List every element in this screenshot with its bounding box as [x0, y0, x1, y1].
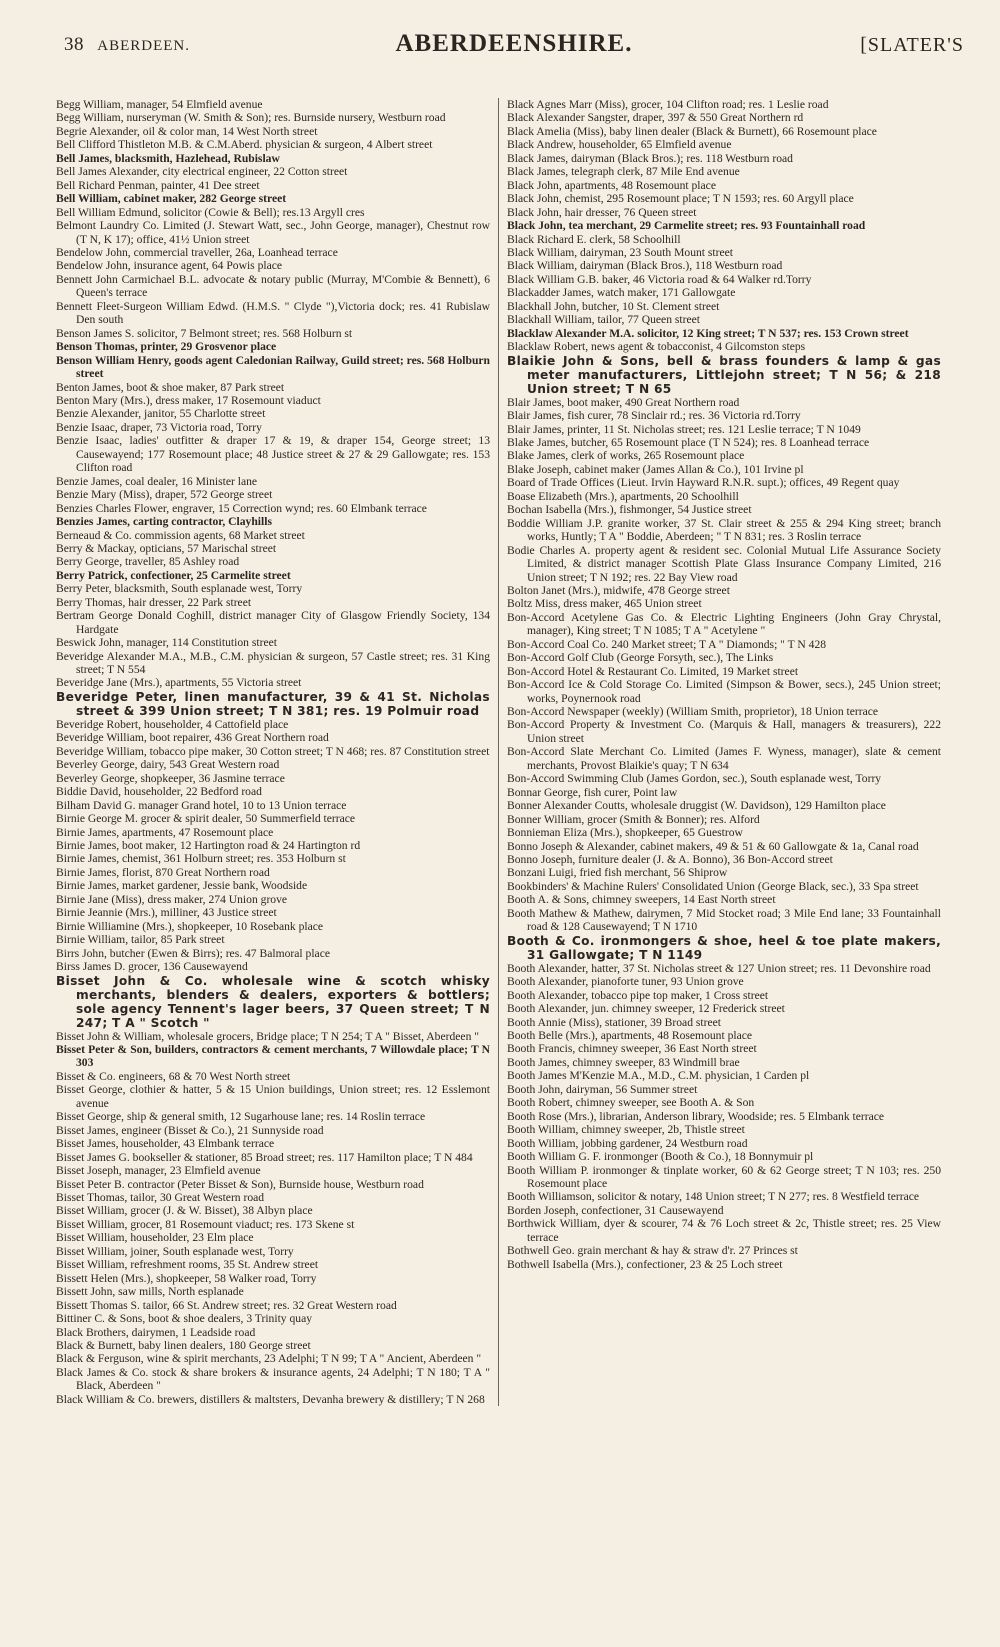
directory-entry: Black Brothers, dairymen, 1 Leadside road — [56, 1325, 256, 1339]
directory-entry: Bisset Peter B. contractor (Peter Bisset & Son), Burnside house, Westburn road — [56, 1177, 424, 1191]
directory-entry: Blackhall John, butcher, 10 St. Clement street — [507, 299, 720, 313]
directory-entry: Blair James, fish curer, 78 Sinclair rd.; res. 36 Victoria rd.Torry — [507, 409, 801, 423]
directory-entry: Borthwick William, dyer & scourer, 74 & 76 Loch street & 2c, Thistle street; res. 25 View terrace — [507, 1217, 941, 1244]
directory-entry: Black William, dairyman, 23 South Mount street — [507, 245, 734, 259]
directory-entry: Birnie George M. grocer & spirit dealer, 50 Summerfield terrace — [56, 812, 356, 826]
directory-entry: Benzie James, coal dealer, 16 Minister lane — [56, 474, 258, 488]
directory-entry: Bon-Accord Slate Merchant Co. Limited (James F. Wyness, manager), slate & cement merchants, Provost Blaikie's quay; T N 634 — [507, 745, 941, 772]
directory-entry: Black James, dairyman (Black Bros.); res. 118 Westburn road — [507, 151, 793, 165]
directory-entry: Birnie James, chemist, 361 Holburn street; res. 353 Holburn st — [56, 852, 346, 866]
directory-entry: Bon-Accord Hotel & Restaurant Co. Limited, 19 Market street — [507, 664, 799, 678]
directory-entry: Birss James D. grocer, 136 Causewayend — [56, 960, 248, 974]
directory-entry: Blake James, butcher, 65 Rosemount place (T N 524); res. 8 Loanhead terrace — [507, 435, 870, 449]
page-header — [56, 30, 972, 64]
directory-entry: Blacklaw Alexander M.A. solicitor, 12 King street; T N 537; res. 153 Crown street — [507, 326, 909, 340]
directory-entry: Berry Peter, blacksmith, South esplanade west, Torry — [56, 582, 303, 596]
left-column — [56, 98, 498, 1406]
directory-entry: Birnie Jane (Miss), dress maker, 274 Union grove — [56, 892, 288, 906]
directory-entry: Bell James, blacksmith, Hazlehead, Rubislaw — [56, 151, 280, 165]
directory-entry: Bon-Accord Ice & Cold Storage Co. Limited (Simpson & Bower, secs.), 245 Union street; works, Poynernook road — [507, 678, 941, 705]
directory-entry: Black Agnes Marr (Miss), grocer, 104 Clifton road; res. 1 Leslie road — [507, 98, 829, 111]
directory-entry: Bisset William, refreshment rooms, 35 St. Andrew street — [56, 1258, 319, 1272]
directory-entry: Bell Richard Penman, painter, 41 Dee street — [56, 178, 260, 192]
directory-entry: Beveridge William, boot repairer, 436 Great Northern road — [56, 731, 329, 745]
directory-entry: Birnie James, florist, 870 Great Northern road — [56, 865, 270, 879]
directory-entry: Booth William G. F. ironmonger (Booth & Co.), 18 Bonnymuir pl — [507, 1150, 814, 1164]
directory-entry: Bonzani Luigi, fried fish merchant, 56 Shiprow — [507, 866, 728, 880]
directory-entry: Bochan Isabella (Mrs.), fishmonger, 54 Justice street — [507, 503, 752, 517]
directory-entry: Bertram George Donald Coghill, district manager City of Glasgow Friendly Society, 134 Hardgate — [56, 609, 490, 636]
directory-entry: Birnie Williamine (Mrs.), shopkeeper, 10 Rosebank place — [56, 919, 324, 933]
directory-entry: Bonner William, grocer (Smith & Bonner); res. Alford — [507, 812, 760, 826]
directory-entry: Booth Alexander, tobacco pipe top maker, 1 Cross street — [507, 988, 769, 1002]
directory-entry: Black William & Co. brewers, distillers & maltsters, Devanha brewery & distillery; T N 268 — [56, 1392, 485, 1406]
directory-entry: Bisset Peter & Son, builders, contractors & cement merchants, 7 Willowdale place; T N 303 — [56, 1043, 490, 1070]
directory-entry: Bon-Accord Golf Club (George Forsyth, sec.), The Links — [507, 651, 774, 665]
publisher-name: [SLATER'S — [860, 34, 964, 56]
directory-entry: Birnie James, apartments, 47 Rosemount place — [56, 825, 274, 839]
directory-entry: Booth William, jobbing gardener, 24 Westburn road — [507, 1136, 748, 1150]
directory-entry: Benzies James, carting contractor, Clayhills — [56, 515, 272, 529]
directory-columns — [56, 98, 972, 1406]
directory-entry: Black & Burnett, baby linen dealers, 180 George street — [56, 1338, 311, 1352]
directory-entry: Blair James, boot maker, 490 Great Northern road — [507, 395, 740, 409]
directory-entry: Birnie James, boot maker, 12 Hartington road & 24 Hartington rd — [56, 839, 361, 853]
directory-entry: Beveridge Alexander M.A., M.B., C.M. physician & surgeon, 57 Castle street; res. 31 King street; T N 554 — [56, 649, 490, 677]
directory-entry: Black John, chemist, 295 Rosemount place; T N 1593; res. 60 Argyll place — [507, 192, 854, 206]
directory-entry: Boase Elizabeth (Mrs.), apartments, 20 Schoolhill — [507, 489, 739, 503]
directory-entry: Bisset James, engineer (Bisset & Co.), 21 Sunnyside road — [56, 1123, 324, 1137]
directory-entry: Booth Alexander, jun. chimney sweeper, 12 Frederick street — [507, 1002, 785, 1016]
directory-entry: Booth Alexander, pianoforte tuner, 93 Union grove — [507, 975, 744, 989]
directory-entry: Bon-Accord Newspaper (weekly) (William Smith, proprietor), 18 Union terrace — [507, 705, 879, 719]
directory-entry: Booth Belle (Mrs.), apartments, 48 Rosemount place — [507, 1029, 753, 1042]
directory-entry: Benzie Isaac, draper, 73 Victoria road, Torry — [56, 420, 262, 434]
directory-entry: Beverley George, shopkeeper, 36 Jasmine terrace — [56, 771, 285, 785]
header-place: ABERDEEN. — [97, 38, 190, 54]
page-title: ABERDEENSHIRE. — [395, 30, 633, 57]
directory-entry: Begg William, nurseryman (W. Smith & Son); res. Burnside nursery, Westburn road — [56, 111, 446, 125]
directory-entry: Bisset George, clothier & hatter, 5 & 15 Union buildings, Union street; res. 12 Esslemont avenue — [56, 1083, 490, 1110]
directory-entry: Begrie Alexander, oil & color man, 14 West North street — [56, 124, 318, 138]
directory-entry: Blaikie John & Sons, bell & brass founders & lamp & gas meter manufacturers, Littlejohn street; T N 56; & 218 Union street; T N 65 — [507, 353, 941, 396]
directory-entry: Blair James, printer, 11 St. Nicholas street; res. 121 Leslie terrace; T N 1049 — [507, 422, 861, 436]
directory-entry: Benson Thomas, printer, 29 Grosvenor place — [56, 340, 277, 354]
directory-entry: Bisset & Co. engineers, 68 & 70 West North street — [56, 1069, 291, 1083]
directory-entry: Bisset James, householder, 43 Elmbank terrace — [56, 1137, 275, 1151]
directory-entry: Bisset William, grocer, 81 Rosemount viaduct; res. 173 Skene st — [56, 1217, 355, 1231]
directory-entry: Birnie Jeannie (Mrs.), milliner, 43 Justice street — [56, 906, 277, 920]
directory-entry: Beveridge William, tobacco pipe maker, 30 Cotton street; T N 468; res. 87 Constitution street — [56, 744, 490, 758]
directory-entry: Bell James Alexander, city electrical engineer, 22 Cotton street — [56, 165, 348, 179]
directory-entry: Birrs John, butcher (Ewen & Birrs); res. 47 Balmoral place — [56, 946, 330, 960]
directory-entry: Bothwell Isabella (Mrs.), confectioner, 23 & 25 Loch street — [507, 1257, 783, 1271]
directory-entry: Bennett Fleet-Surgeon William Edwd. (H.M.S. " Clyde "),Victoria dock; res. 41 Rubislaw Den south — [56, 299, 490, 327]
directory-entry: Beveridge Jane (Mrs.), apartments, 55 Victoria street — [56, 676, 302, 690]
directory-entry: Berry & Mackay, opticians, 57 Marischal street — [56, 541, 277, 555]
directory-entry: Benton James, boot & shoe maker, 87 Park street — [56, 380, 285, 394]
directory-entry: Blake James, clerk of works, 265 Rosemount place — [507, 449, 745, 463]
directory-entry: Bisset William, householder, 23 Elm place — [56, 1231, 254, 1245]
directory-entry: Bonnar George, fish curer, Point law — [507, 785, 678, 799]
directory-entry: Black James & Co. stock & share brokers & insurance agents, 24 Adelphi; T N 180; T A " Black, Aberdeen " — [56, 1365, 490, 1393]
directory-entry: Booth William, chimney sweeper, 2b, Thistle street — [507, 1123, 745, 1137]
directory-entry: Bonnieman Eliza (Mrs.), shopkeeper, 65 Guestrow — [507, 826, 743, 840]
directory-entry: Bell Clifford Thistleton M.B. & C.M.Aberd. physician & surgeon, 4 Albert street — [56, 138, 433, 152]
directory-entry: Bendelow John, insurance agent, 64 Powis place — [56, 259, 283, 273]
directory-entry: Bonno Joseph, furniture dealer (J. & A. Bonno), 36 Bon-Accord street — [507, 853, 833, 867]
directory-entry: Bonner Alexander Coutts, wholesale druggist (W. Davidson), 129 Hamilton place — [507, 799, 886, 813]
directory-entry: Booth Williamson, solicitor & notary, 148 Union street; T N 277; res. 8 Westfield terrace — [507, 1190, 920, 1204]
directory-entry: Booth Alexander, hatter, 37 St. Nicholas street & 127 Union street; res. 11 Devonshire road — [507, 961, 931, 975]
directory-entry: Beveridge Robert, householder, 4 Cattofield place — [56, 717, 289, 731]
directory-entry: Black John, hair dresser, 76 Queen street — [507, 205, 697, 219]
directory-entry: Berry Thomas, hair dresser, 22 Park street — [56, 595, 252, 609]
directory-entry: Berry Patrick, confectioner, 25 Carmelite street — [56, 568, 291, 582]
directory-entry: Birnie William, tailor, 85 Park street — [56, 933, 225, 947]
directory-entry: Boltz Miss, dress maker, 465 Union street — [507, 597, 702, 611]
directory-entry: Booth Robert, chimney sweeper, see Booth A. & Son — [507, 1096, 755, 1110]
directory-entry: Begg William, manager, 54 Elmfield avenue — [56, 98, 263, 111]
directory-entry: Black William, dairyman (Black Bros.), 118 Westburn road — [507, 259, 783, 273]
directory-entry: Beverley George, dairy, 543 Great Western road — [56, 758, 280, 772]
directory-entry: Belmont Laundry Co. Limited (J. Stewart Watt, sec., John George, manager), Chestnut row (T N, K 17); office, 41½ Union street — [56, 219, 490, 246]
directory-entry: Beswick John, manager, 114 Constitution street — [56, 636, 277, 650]
directory-entry: Bon-Accord Coal Co. 240 Market street; T A " Diamonds; " T N 428 — [507, 637, 827, 651]
directory-entry: Biddie David, householder, 22 Bedford road — [56, 785, 262, 799]
directory-entry: Bon-Accord Property & Investment Co. (Marquis & Hall, managers & treasurers), 222 Union street — [507, 718, 941, 745]
directory-entry: Berry George, traveller, 85 Ashley road — [56, 555, 240, 569]
directory-entry: Booth James, chimney sweeper, 83 Windmill brae — [507, 1055, 740, 1069]
directory-entry: Beveridge Peter, linen manufacturer, 39 & 41 St. Nicholas street & 399 Union street; T N 381; res. 19 Polmuir road — [56, 689, 490, 718]
directory-entry: Bisset John & William, wholesale grocers, Bridge place; T N 254; T A " Bisset, Aberdeen " — [56, 1029, 479, 1043]
directory-entry: Booth Rose (Mrs.), librarian, Anderson library, Woodside; res. 5 Elmbank terrace — [507, 1109, 885, 1123]
directory-entry: Bolton Janet (Mrs.), midwife, 478 George street — [507, 583, 730, 597]
directory-entry: Bennett John Carmichael B.L. advocate & notary public (Murray, M'Combie & Bennett), 6 Queen's terrace — [56, 272, 490, 300]
directory-entry: Borden Joseph, confectioner, 31 Causewayend — [507, 1203, 724, 1217]
directory-entry: Blackhall William, tailor, 77 Queen street — [507, 313, 700, 327]
directory-entry: Bisset John & Co. wholesale wine & scotch whisky merchants, blenders & dealers, exporters & bottlers; sole agency Tennent's lager beers, 37 Queen street; T N 247; T A " Scotch " — [56, 973, 490, 1030]
directory-entry: Bendelow John, commercial traveller, 26a, Loanhead terrace — [56, 245, 338, 259]
directory-entry: Bisset George, ship & general smith, 12 Sugarhouse lane; res. 14 Roslin terrace — [56, 1110, 426, 1124]
directory-entry: Bell William Edmund, solicitor (Cowie & Bell); res.13 Argyll cres — [56, 205, 365, 219]
page-number: 38 — [64, 34, 84, 55]
directory-entry: Board of Trade Offices (Lieut. Irvin Hayward R.N.R. supt.); offices, 49 Regent quay — [507, 476, 900, 490]
directory-entry: Booth Mathew & Mathew, dairymen, 7 Mid Stocket road; 3 Mile End lane; 33 Fountainhall road & 128 Causewayend; T N 1710 — [507, 906, 941, 934]
directory-entry: Bon-Accord Acetylene Gas Co. & Electric Lighting Engineers (John Gray Chrystal, manager), King street; T N 1085; T A " Acetylene " — [507, 610, 941, 638]
directory-entry: Bisset Thomas, tailor, 30 Great Western road — [56, 1190, 265, 1204]
directory-entry: Black William G.B. baker, 46 Victoria road & 64 Walker rd.Torry — [507, 272, 812, 286]
directory-entry: Bookbinders' & Machine Rulers' Consolidated Union (George Black, sec.), 33 Spa street — [507, 879, 919, 893]
directory-entry: Booth John, dairyman, 56 Summer street — [507, 1082, 698, 1096]
directory-entry: Booth A. & Sons, chimney sweepers, 14 East North street — [507, 893, 776, 907]
directory-entry: Benton Mary (Mrs.), dress maker, 17 Rosemount viaduct — [56, 393, 321, 407]
directory-entry: Blackadder James, watch maker, 171 Gallowgate — [507, 286, 736, 300]
directory-entry: Berneaud & Co. commission agents, 68 Market street — [56, 528, 305, 542]
directory-entry: Bisset James G. bookseller & stationer, 85 Broad street; res. 117 Hamilton place; T N 484 — [56, 1150, 473, 1164]
right-column — [498, 98, 941, 1406]
directory-entry: Benson William Henry, goods agent Caledonian Railway, Guild street; res. 568 Holburn street — [56, 353, 490, 381]
directory-entry: Bon-Accord Swimming Club (James Gordon, sec.), South esplanade west, Torry — [507, 772, 882, 786]
directory-entry: Benzie Isaac, ladies' outfitter & draper 17 & 19, & draper 154, George street; 13 Causewayend; 177 Rosemount place; 48 Justice street & 27 & 29 Gallowgate; res. 153 Clifton road — [56, 434, 490, 475]
directory-entry: Benzie Mary (Miss), draper, 572 George street — [56, 488, 273, 502]
directory-entry: Bissett Thomas S. tailor, 66 St. Andrew street; res. 32 Great Western road — [56, 1298, 397, 1312]
directory-entry: Booth Francis, chimney sweeper, 36 East North street — [507, 1042, 757, 1056]
directory-entry: Bonno Joseph & Alexander, cabinet makers, 49 & 51 & 60 Gallowgate & 1a, Canal road — [507, 839, 919, 853]
directory-entry: Blacklaw Robert, news agent & tobacconist, 4 Gilcomston steps — [507, 340, 806, 354]
directory-entry: Bissett Helen (Mrs.), shopkeeper, 58 Walker road, Torry — [56, 1271, 317, 1285]
directory-entry: Benson James S. solicitor, 7 Belmont street; res. 568 Holburn st — [56, 326, 353, 340]
directory-entry: Booth William P. ironmonger & tinplate worker, 60 & 62 George street; T N 103; res. 250 Rosemount place — [507, 1163, 941, 1190]
directory-entry: Birnie James, market gardener, Jessie bank, Woodside — [56, 879, 308, 893]
directory-entry: Booth & Co. ironmongers & shoe, heel & toe plate makers, 31 Gallowgate; T N 1149 — [507, 933, 941, 962]
directory-entry: Booth James M'Kenzie M.A., M.D., C.M. physician, 1 Carden pl — [507, 1069, 810, 1083]
directory-entry: Bisset Joseph, manager, 23 Elmfield avenue — [56, 1164, 261, 1178]
directory-entry: Benzie Alexander, janitor, 55 Charlotte street — [56, 407, 266, 421]
directory-entry: Black Richard E. clerk, 58 Schoolhill — [507, 232, 681, 246]
directory-entry: Black Alexander Sangster, draper, 397 & 550 Great Northern rd — [507, 111, 804, 125]
directory-entry: Bissett John, saw mills, North esplanade — [56, 1285, 244, 1299]
directory-entry: Blake Joseph, cabinet maker (James Allan & Co.), 101 Irvine pl — [507, 462, 804, 476]
directory-entry: Black Amelia (Miss), baby linen dealer (Black & Burnett), 66 Rosemount place — [507, 124, 877, 138]
directory-entry: Booth Annie (Miss), stationer, 39 Broad street — [507, 1015, 721, 1029]
directory-entry: Black Andrew, householder, 65 Elmfield avenue — [507, 138, 732, 152]
directory-entry: Bisset William, grocer (J. & W. Bisset), 38 Albyn place — [56, 1204, 313, 1218]
directory-entry: Boddie William J.P. granite worker, 37 St. Clair street & 255 & 294 King street; branch works, Huntly; T A " Boddie, Aberdeen; " T N 831; res. 3 Roslin terrace — [507, 516, 941, 544]
directory-entry: Black & Ferguson, wine & spirit merchants, 23 Adelphi; T N 99; T A " Ancient, Aberdeen " — [56, 1352, 482, 1366]
directory-entry: Bisset William, joiner, South esplanade west, Torry — [56, 1244, 294, 1258]
directory-entry: Bittiner C. & Sons, boot & shoe dealers, 3 Trinity quay — [56, 1312, 313, 1326]
directory-entry: Black John, apartments, 48 Rosemount place — [507, 178, 716, 192]
directory-entry: Bothwell Geo. grain merchant & hay & straw d'r. 27 Princes st — [507, 1244, 798, 1258]
directory-entry: Bodie Charles A. property agent & resident sec. Colonial Mutual Life Assurance Society Limited, & district manager Scottish Plate Glass Insurance Company Limited, 216 Union street; T N 192; res. 22 Bay View road — [507, 543, 941, 584]
directory-entry: Benzies Charles Flower, engraver, 15 Correction wynd; res. 60 Elmbank terrace — [56, 501, 427, 515]
directory-entry: Bell William, cabinet maker, 282 George street — [56, 192, 287, 206]
directory-entry: Black James, telegraph clerk, 87 Mile End avenue — [507, 165, 740, 179]
directory-entry: Bilham David G. manager Grand hotel, 10 to 13 Union terrace — [56, 798, 347, 812]
directory-entry: Black John, tea merchant, 29 Carmelite street; res. 93 Fountainhall road — [507, 219, 866, 233]
